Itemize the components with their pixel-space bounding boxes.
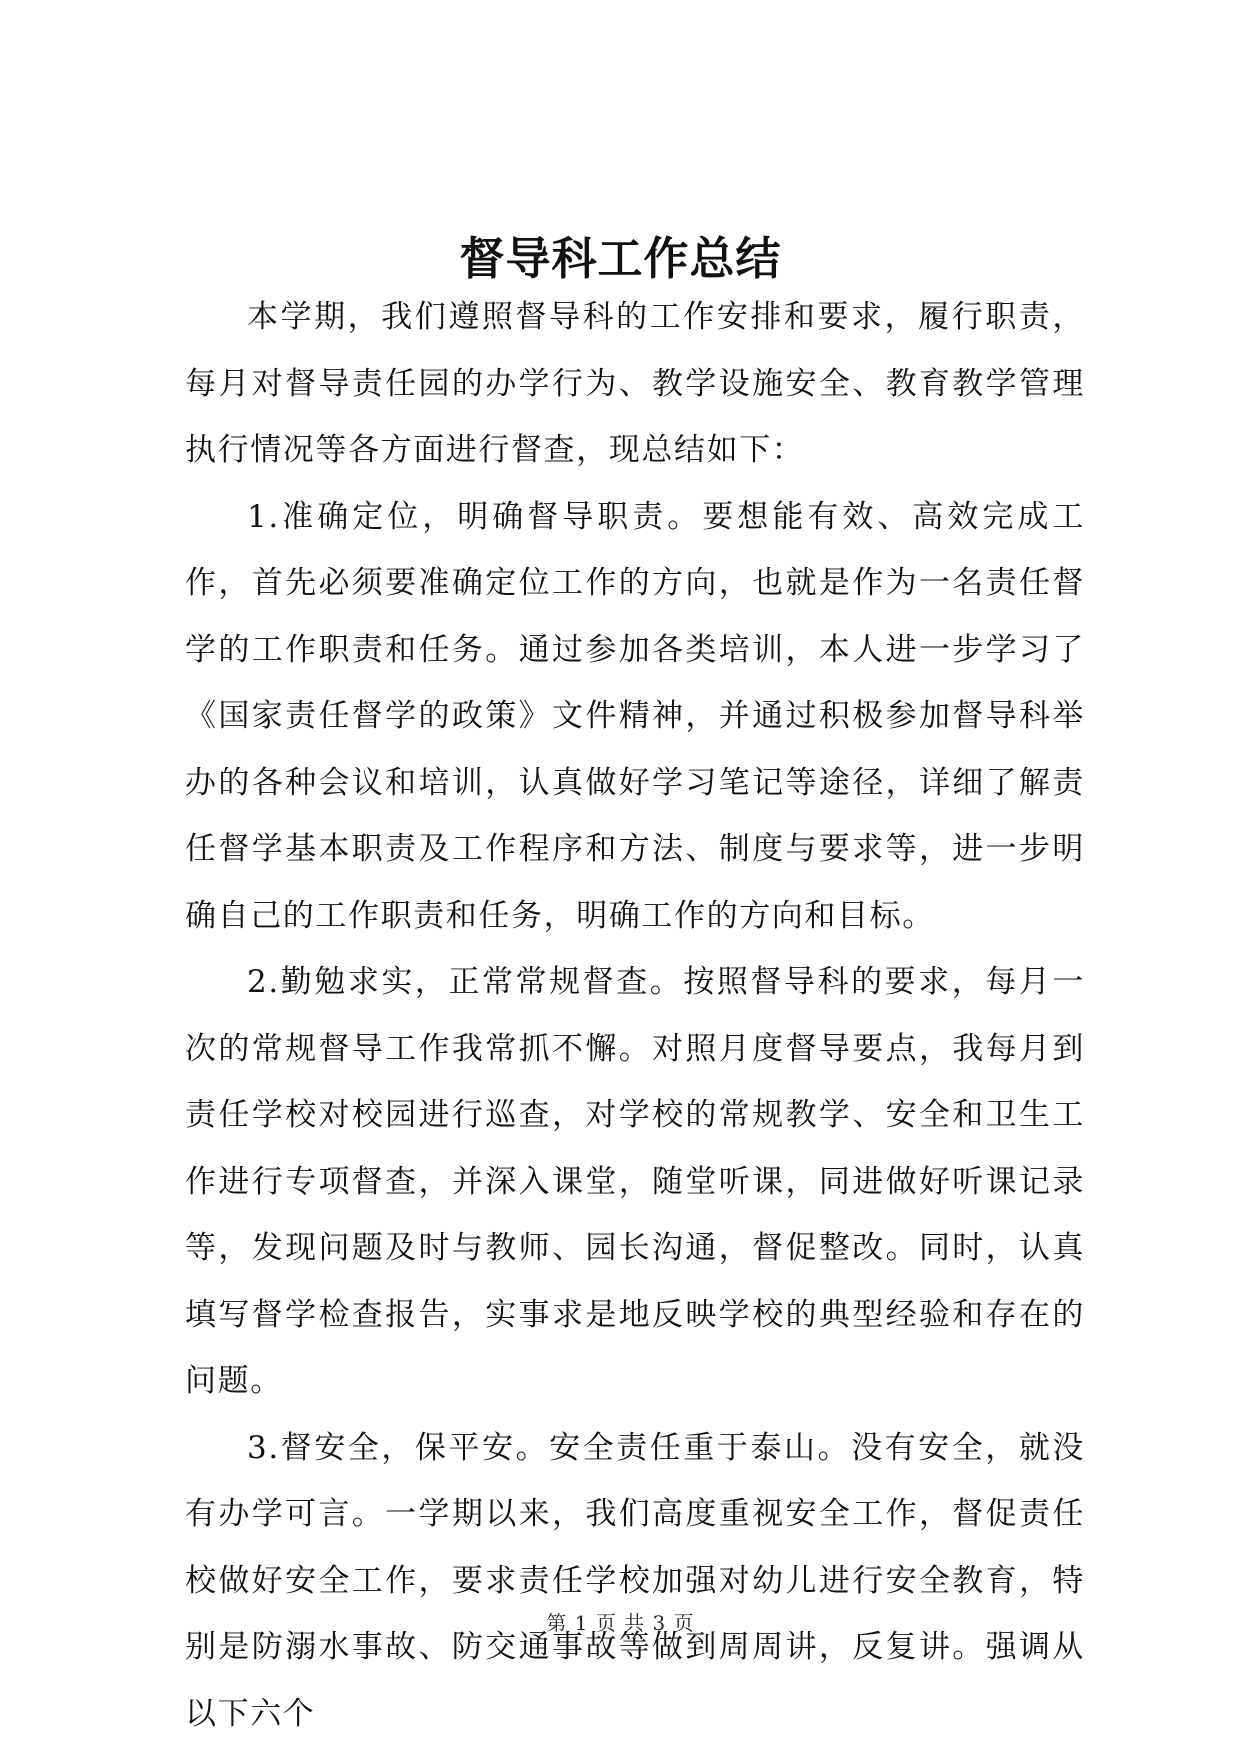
document-title: 督导科工作总结 <box>459 232 782 285</box>
page-number-footer: 第 1 页 共 3 页 <box>546 1611 695 1635</box>
paragraph-section-2: 2.勤勉求实，正常常规督查。按照督导科的要求，每月一次的常规督导工作我常抓不懈。对照月度督导要点，我每月到责任学校对校园进行巡查，对学校的常规教学、安全和卫生工作进行专项督查，并深入课堂，随堂听课，同进做好听课记录等，发现问题及时与教师、园长沟通，督促整改。同时，认真填写督学检查报告，实事求是地反映学校的典型经验和存在的问题。 <box>185 964 1085 1399</box>
paragraph-section-3: 3.督安全，保平安。安全责任重于泰山。没有安全，就没有办学可言。一学期以来，我们高度重视安全工作，督促责任校做好安全工作，要求责任学校加强对幼儿进行安全教育，特别是防溺水事故、防交通事故等做到周周讲，反复讲。强调从以下六个 <box>185 1429 1085 1732</box>
paragraph-intro: 本学期，我们遵照督导科的工作安排和要求，履行职责，每月对督导责任园的办学行为、教学设施安全、教育教学管理执行情况等各方面进行督查，现总结如下： <box>185 299 1085 468</box>
document-body <box>185 284 1085 1747</box>
paragraph-section-1: 1.准确定位，明确督导职责。要想能有效、高效完成工作，首先必须要准确定位工作的方向，也就是作为一名责任督学的工作职责和任务。通过参加各类培训，本人进一步学习了《国家责任督学的政策》文件精神，并通过积极参加督导科举办的各种会议和培训，认真做好学习笔记等途径，详细了解责任督学基本职责及工作程序和方法、制度与要求等，进一步明确自己的工作职责和任务，明确工作的方向和目标。 <box>185 498 1085 934</box>
